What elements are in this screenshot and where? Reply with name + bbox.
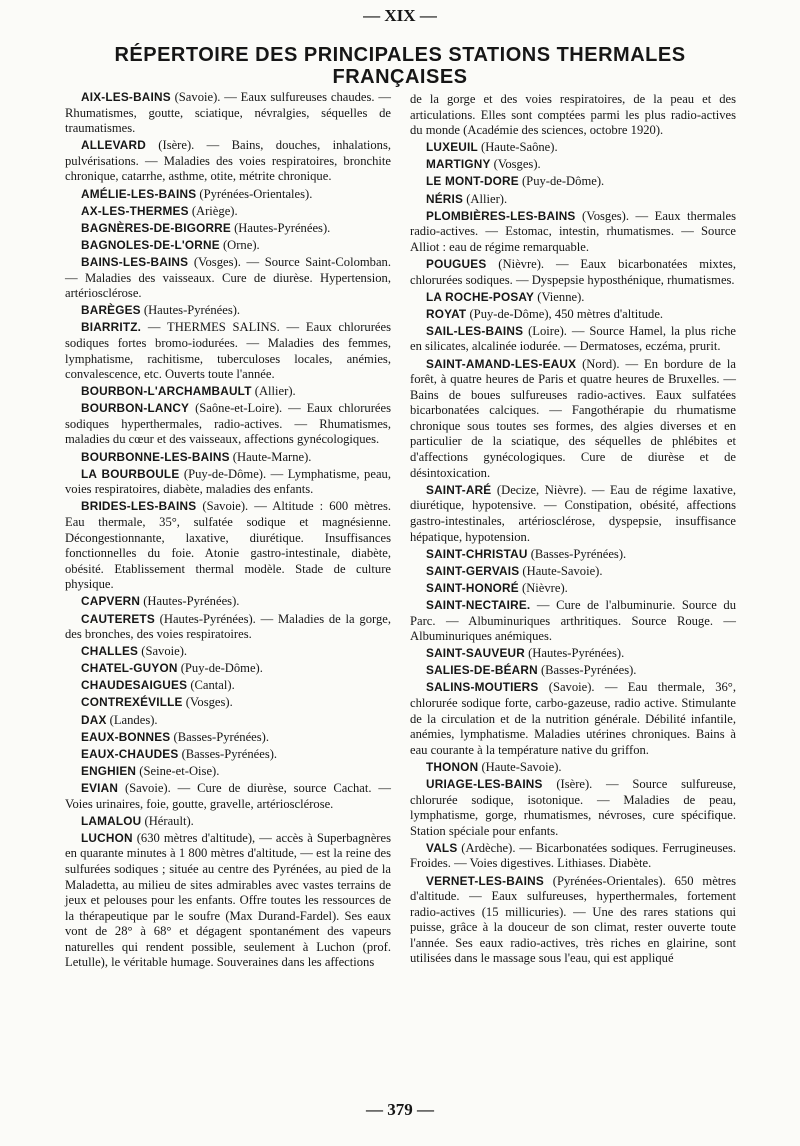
station-entry — [410, 663, 736, 679]
station-entry — [410, 777, 736, 839]
station-entry — [410, 646, 736, 662]
station-description: (Haute-Saône). — [477, 140, 558, 155]
station-name: SAINT-HONORÉ — [426, 580, 519, 595]
station-description: (Basses-Pyrénées). — [170, 729, 269, 744]
station-description: (Hérault). — [141, 813, 194, 828]
station-entry — [65, 612, 391, 643]
station-description: (Decize, Nièvre). — Eau de régime laxative, diurétique, hypotensive. — Constipation, obésité, affections gastro-intestinales, artériosclérose, dyspepsie, insuffisance hépatique, hypotension. — [410, 482, 736, 544]
station-entry — [65, 831, 391, 971]
station-description: (Hautes-Pyrénées). — [140, 594, 240, 609]
station-entry — [410, 140, 736, 156]
station-name: SAINT-ARÉ — [426, 482, 492, 497]
station-name: DAX — [81, 712, 107, 727]
station-name: ROYAT — [426, 306, 467, 321]
station-name: THONON — [426, 759, 479, 774]
station-name: ALLEVARD — [81, 138, 146, 153]
station-name: BOURBON-L'ARCHAMBAULT — [81, 384, 252, 399]
station-name: BAGNOLES-DE-L'ORNE — [81, 237, 220, 252]
station-entry — [65, 814, 391, 830]
station-name: VERNET-LES-BAINS — [426, 873, 544, 888]
station-description: (Haute-Savoie). — [519, 563, 603, 578]
station-description: (Nièvre). — [518, 580, 568, 595]
station-description: (Puy-de-Dôme), 450 mètres d'altitude. — [466, 306, 664, 321]
station-name: ENGHIEN — [81, 763, 137, 778]
station-entry — [410, 564, 736, 580]
station-description: (Savoie). — Altitude : 600 mètres. Eau thermale, 35°, sulfatée sodique et magnésienne. Décongestionnante, laxative, diurétique. Insuffisances fonctionnelles du foie. Atonie gastro-intestinale, diabète, obésité. Etablissement thermal modèle. Stade de culture physique. — [65, 499, 391, 592]
station-name: BAGNÈRES-DE-BIGORRE — [81, 220, 231, 235]
station-name: CHAUDESAIGUES — [81, 678, 188, 693]
station-entry — [410, 598, 736, 645]
station-description: (Basses-Pyrénées). — [178, 746, 278, 761]
station-description: — THERMES SALINS. — Eaux chlorurées sodiques fortes bromo-iodurées. — Maladies des femmes, lymphatisme, rachitisme, tuberculoses locales, anémies, convalescence, etc. Ouverts toute l'année. — [65, 320, 391, 382]
station-entry — [65, 204, 391, 220]
station-entry — [65, 594, 391, 610]
station-entry — [410, 257, 736, 288]
station-name: BRIDES-LES-BAINS — [81, 499, 197, 514]
station-description: (Basses-Pyrénées). — [537, 663, 637, 678]
station-entry — [410, 680, 736, 758]
station-description: (Saône-et-Loire). — Eaux chlorurées sodiques hyperthermales, radio-actives. — Rhumatismes, maladies du cœur et des vaisseaux, affections gynécologiques. — [65, 401, 391, 447]
station-name: BAINS-LES-BAINS — [81, 254, 189, 269]
station-name: VALS — [426, 840, 458, 855]
station-description: (Basses-Pyrénées). — [527, 546, 627, 561]
station-description: (Puy-de-Dôme). — [518, 174, 605, 189]
station-name: POUGUES — [426, 256, 487, 271]
station-description: (Ariège). — [188, 203, 238, 218]
station-entry — [410, 174, 736, 190]
station-name: AX-LES-THERMES — [81, 203, 189, 218]
page-title: RÉPERTOIRE DES PRINCIPALES STATIONS THERMALES FRANÇAISES — [114, 44, 686, 88]
station-name: LUXEUIL — [426, 140, 478, 155]
station-name: SAINT-AMAND-LES-EAUX — [426, 356, 577, 371]
station-entry — [65, 467, 391, 498]
station-name: NÉRIS — [426, 191, 464, 206]
station-description: (Savoie). — Eaux sulfureuses chaudes. — Rhumatismes, goutte, sciatique, névralgies, séquelles de traumatismes. — [65, 90, 391, 136]
station-name: CHATEL-GUYON — [81, 661, 178, 676]
station-entry — [65, 450, 391, 466]
station-description: (Vienne). — [534, 289, 585, 304]
station-description: (Puy-de-Dôme). — [177, 661, 263, 676]
station-name: EAUX-BONNES — [81, 729, 171, 744]
station-entry — [65, 401, 391, 448]
station-name: BOURBON-LANCY — [81, 401, 190, 416]
station-entry — [410, 760, 736, 776]
station-description: (Hautes-Pyrénées). — [140, 303, 241, 318]
station-description: (Vosges). — [490, 157, 541, 172]
station-description: (Ardèche). — Bicarbonatées sodiques. Ferrugineuses. Froides. — Voies digestives. Lithiases. Diabète. — [410, 840, 736, 871]
station-name: AMÉLIE-LES-BAINS — [81, 186, 197, 201]
running-head: — XIX — — [363, 6, 437, 25]
station-entry — [410, 324, 736, 355]
station-entry — [65, 764, 391, 780]
station-entry — [410, 841, 736, 872]
station-entry — [65, 678, 391, 694]
station-entry — [410, 92, 736, 139]
station-entry — [65, 499, 391, 593]
station-description: (Loire). — Source Hamel, la plus riche en silicates, alcalinée iodurée. — Dermatoses, eczéma, prurit. — [410, 323, 736, 354]
station-name: SAINT-GERVAIS — [426, 563, 520, 578]
station-entry — [65, 187, 391, 203]
station-entry — [410, 547, 736, 563]
station-name: CAPVERN — [81, 594, 141, 609]
station-name: SAINT-NECTAIRE. — [426, 597, 531, 612]
station-entry — [410, 483, 736, 545]
station-description: (Allier). — [251, 384, 296, 399]
station-description: (Allier). — [463, 191, 508, 206]
station-entry — [65, 644, 391, 660]
station-name: LUCHON — [81, 830, 133, 845]
station-description: — Cure de l'albuminurie. Source du Parc. — Albuminuriques arthritiques. Source Rouge. — Albuminuriques anémiques. — [410, 597, 736, 644]
station-name: PLOMBIÈRES-LES-BAINS — [426, 208, 576, 223]
station-name: EVIAN — [81, 780, 119, 795]
station-name: SAINT-SAUVEUR — [426, 646, 525, 661]
station-name: CONTREXÉVILLE — [81, 695, 183, 710]
station-description: (Savoie). — Eau thermale, 36°, chlorurée sodique forte, carbo-gazeuse, radio active. Stimulante de la circulation et de la nutrition générale. Débilité infantile, anémies, lymphatisme. Maladies utérines chroniques. Bains à eau courante à la température native du griffon. — [410, 680, 736, 757]
station-entry — [410, 357, 736, 482]
left-column — [65, 90, 391, 973]
station-description: (Savoie). — [138, 644, 188, 659]
station-entry — [410, 157, 736, 173]
station-description: (Seine-et-Oise). — [136, 763, 220, 778]
station-entry — [65, 138, 391, 185]
station-entry — [65, 238, 391, 254]
station-entry — [410, 290, 736, 306]
station-entry — [410, 307, 736, 323]
station-name: BIARRITZ. — [81, 320, 142, 335]
station-name: BARÈGES — [81, 303, 141, 318]
station-name: SALINS-MOUTIERS — [426, 680, 539, 695]
station-description: (630 mètres d'altitude), — accès à Superbagnères en quarante minutes à 1 800 mètres d'altitude, — est la reine des sulfurées sodiques ; située au centre des Pyrénées, au pied de la Maladetta, au milieu de sites admirables avec vastes terrains de jeux et pelouses pour les enfants. Offre toutes les ressources de la thérapeutique par le soufre (Max Durand-Fardel). Ses eaux vont de 28° à 68° et dégagent spontanément des vapeurs naturelles qui rendent possible, seulement à Luchon (prof. Letulle), le véritable humage. Souveraines dans les affections — [65, 830, 391, 970]
station-name: CAUTERETS — [81, 611, 155, 626]
station-name: AIX-LES-BAINS — [81, 90, 171, 104]
station-entry — [65, 303, 391, 319]
station-description: (Haute-Marne). — [229, 449, 312, 464]
station-description: (Hautes-Pyrénées). — Maladies de la gorge, des bronches, des voies respiratoires. — [65, 611, 391, 642]
station-entry — [65, 90, 391, 137]
station-description: (Isère). — Bains, douches, inhalations, pulvérisations. — Maladies des voies respiratoires, bronchite chronique, catarrhe, asthme, otite, métrite chronique. — [65, 138, 391, 184]
station-entry — [65, 713, 391, 729]
station-description: (Pyrénées-Orientales). — [196, 186, 313, 201]
station-name: LE MONT-DORE — [426, 174, 519, 189]
station-name: SAINT-CHRISTAU — [426, 546, 528, 561]
station-entry — [65, 320, 391, 382]
station-entry — [65, 781, 391, 812]
station-entry — [65, 661, 391, 677]
station-name: SALIES-DE-BÉARN — [426, 663, 538, 678]
station-description: (Orne). — [219, 237, 260, 252]
station-name: LAMALOU — [81, 813, 142, 828]
station-description: (Hautes-Pyrénées). — [230, 220, 331, 235]
station-description: (Vosges). — Eaux thermales radio-actives. — Estomac, intestin, rhumatismes. — Source Alliot : eau de régime remarquable. — [410, 208, 736, 254]
station-entry — [65, 384, 391, 400]
station-description: (Savoie). — Cure de diurèse, source Cachat. — Voies urinaires, foie, goutte, gravelle, artériosclérose. — [65, 780, 391, 811]
station-description: (Nord). — En bordure de la forêt, à quatre heures de Paris et quatre heures de Bruxelles. — Bains de boues sulfureuses radio-actives. Eaux sulfatées bicarbonatées calciques. — Fangothérapie du rhumatisme chronique sous toutes ses formes, des algies diverses et en particulier de la sciatique, des séquelles de phlébites et d'affections gynécologiques. Cure de diurèse et de désintoxication. — [410, 356, 736, 480]
right-column — [410, 92, 736, 969]
station-entry — [65, 221, 391, 237]
station-description: (Vosges). — Source Saint-Colomban. — Maladies des vaisseaux. Cure de diurèse. Hypertension, artériosclérose. — [65, 254, 391, 301]
page-number: — 379 — — [366, 1100, 434, 1119]
station-name: EAUX-CHAUDES — [81, 746, 179, 761]
station-description: (Isère). — Source sulfureuse, chlorurée sodique, isotonique. — Maladies de peau, lymphatisme, gorge, rhumatismes, névroses, cure spécifique. Station spéciale pour enfants. — [410, 776, 736, 838]
station-entry — [410, 581, 736, 597]
station-description: (Nièvre). — Eaux bicarbonatées mixtes, chlorurées sodiques. — Dyspepsie hyposthénique, rhumatismes. — [410, 256, 736, 287]
station-name: BOURBONNE-LES-BAINS — [81, 449, 230, 464]
station-entry — [65, 255, 391, 302]
station-name: URIAGE-LES-BAINS — [426, 776, 543, 791]
station-name: MARTIGNY — [426, 157, 491, 172]
station-name: LA ROCHE-POSAY — [426, 289, 535, 304]
station-entry — [410, 874, 736, 968]
station-name: CHALLES — [81, 644, 139, 659]
station-entry — [65, 695, 391, 711]
station-description: (Pyrénées-Orientales). 650 mètres d'altitude. — Eaux sulfureuses, hyperthermales, fortement radio-actives (15 millicuries). — Une des rares stations qui puisse, grâce à la douceur de son climat, rester ouverte toute l'année. Ses eaux radio-actives, très riches en glairine, sont utilisées dans le massage sous l'eau, qui est appliqué — [410, 873, 736, 966]
station-description: de la gorge et des voies respiratoires, de la peau et des articulations. Elles sont comptées parmi les plus radio-actives du monde (Académie des sciences, octobre 1920). — [410, 92, 736, 138]
station-description: (Haute-Savoie). — [478, 759, 562, 774]
station-entry — [65, 747, 391, 763]
station-name: LA BOURBOULE — [81, 466, 180, 481]
station-name: SAIL-LES-BAINS — [426, 323, 524, 338]
station-entry — [65, 730, 391, 746]
station-description: (Vosges). — [182, 695, 233, 710]
station-description: (Puy-de-Dôme). — Lymphatisme, peau, voies respiratoires, diabète, maladies des enfants. — [65, 466, 391, 497]
station-description: (Cantal). — [187, 678, 235, 693]
station-description: (Landes). — [106, 712, 158, 727]
station-description: (Hautes-Pyrénées). — [524, 646, 625, 661]
station-entry — [410, 209, 736, 256]
station-entry — [410, 192, 736, 208]
